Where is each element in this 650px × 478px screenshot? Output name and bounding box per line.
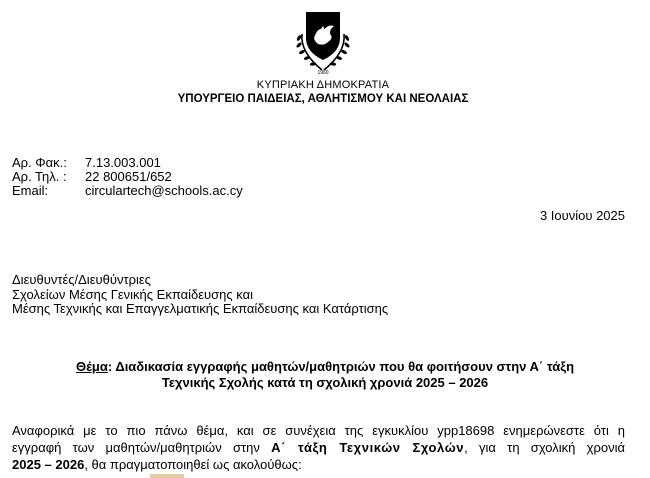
file-number-value: 7.13.003.001: [85, 155, 161, 170]
school-year-emphasis: 2025 – 2026: [12, 457, 85, 472]
recipients-block: [12, 273, 388, 317]
phone-row: [12, 170, 243, 184]
body-line-1: Αναφορικά με το πιο πάνω θέμα, και σε συνέχεια της εγκυκλίου ypp18698 ενημερώνεστε ότι η: [12, 423, 625, 438]
subject-label: Θέμα: [75, 359, 108, 374]
republic-name: ΚΥΠΡΙΑΚΗ ΔΗΜΟΚΡΑΤΙΑ: [256, 79, 390, 91]
cyprus-coat-of-arms-icon: [288, 8, 358, 76]
phone-value: 22 800651/652: [85, 169, 172, 184]
body-text-span: εγγραφή των μαθητών/μαθητριών στην: [12, 440, 272, 455]
email-value: circulartech@schools.ac.cy: [85, 183, 243, 198]
body-line-2: [12, 439, 625, 456]
highlight-mark: [150, 474, 184, 478]
body-emphasis: Α΄ τάξη Τεχνικών Σχολών: [271, 440, 465, 455]
document-date: 3 Ιουνίου 2025: [539, 208, 625, 223]
subject-block: [0, 359, 650, 391]
subject-text-1: : Διαδικασία εγγραφής μαθητών/μαθητριών που θα φοιτήσουν στην Α΄ τάξη: [107, 359, 575, 374]
body-text-span: , για τη σχολική χρονιά: [464, 440, 626, 455]
body-text-span: , θα πραγματοποιηθεί ως ακολούθως:: [84, 457, 302, 472]
recipient-line: Διευθυντές/Διευθύντριες: [12, 272, 151, 287]
reference-block: [12, 156, 243, 198]
ministry-name: ΥΠΟΥΡΓΕΙΟ ΠΑΙΔΕΙΑΣ, ΑΘΛΗΤΙΣΜΟΥ ΚΑΙ ΝΕΟΛΑΙΑΣ: [177, 93, 469, 105]
email-label: Email:: [12, 183, 49, 198]
body-text: [12, 422, 625, 473]
email-row: [12, 184, 243, 198]
file-number-row: [12, 156, 243, 170]
phone-label: Αρ. Τηλ. :: [12, 169, 67, 184]
svg-text:1960: 1960: [317, 70, 329, 76]
recipient-line: Μέσης Τεχνικής και Επαγγελματικής Εκπαίδευσης και Κατάρτισης: [12, 301, 389, 316]
subject-line-1: [0, 359, 650, 375]
recipient-line: Σχολείων Μέσης Γενικής Εκπαίδευσης και: [12, 286, 254, 302]
subject-line-2: Τεχνικής Σχολής κατά τη σχολική χρονιά 2025 – 2026: [161, 375, 489, 390]
body-line-3: [12, 456, 625, 473]
file-number-label: Αρ. Φακ.:: [12, 155, 67, 170]
